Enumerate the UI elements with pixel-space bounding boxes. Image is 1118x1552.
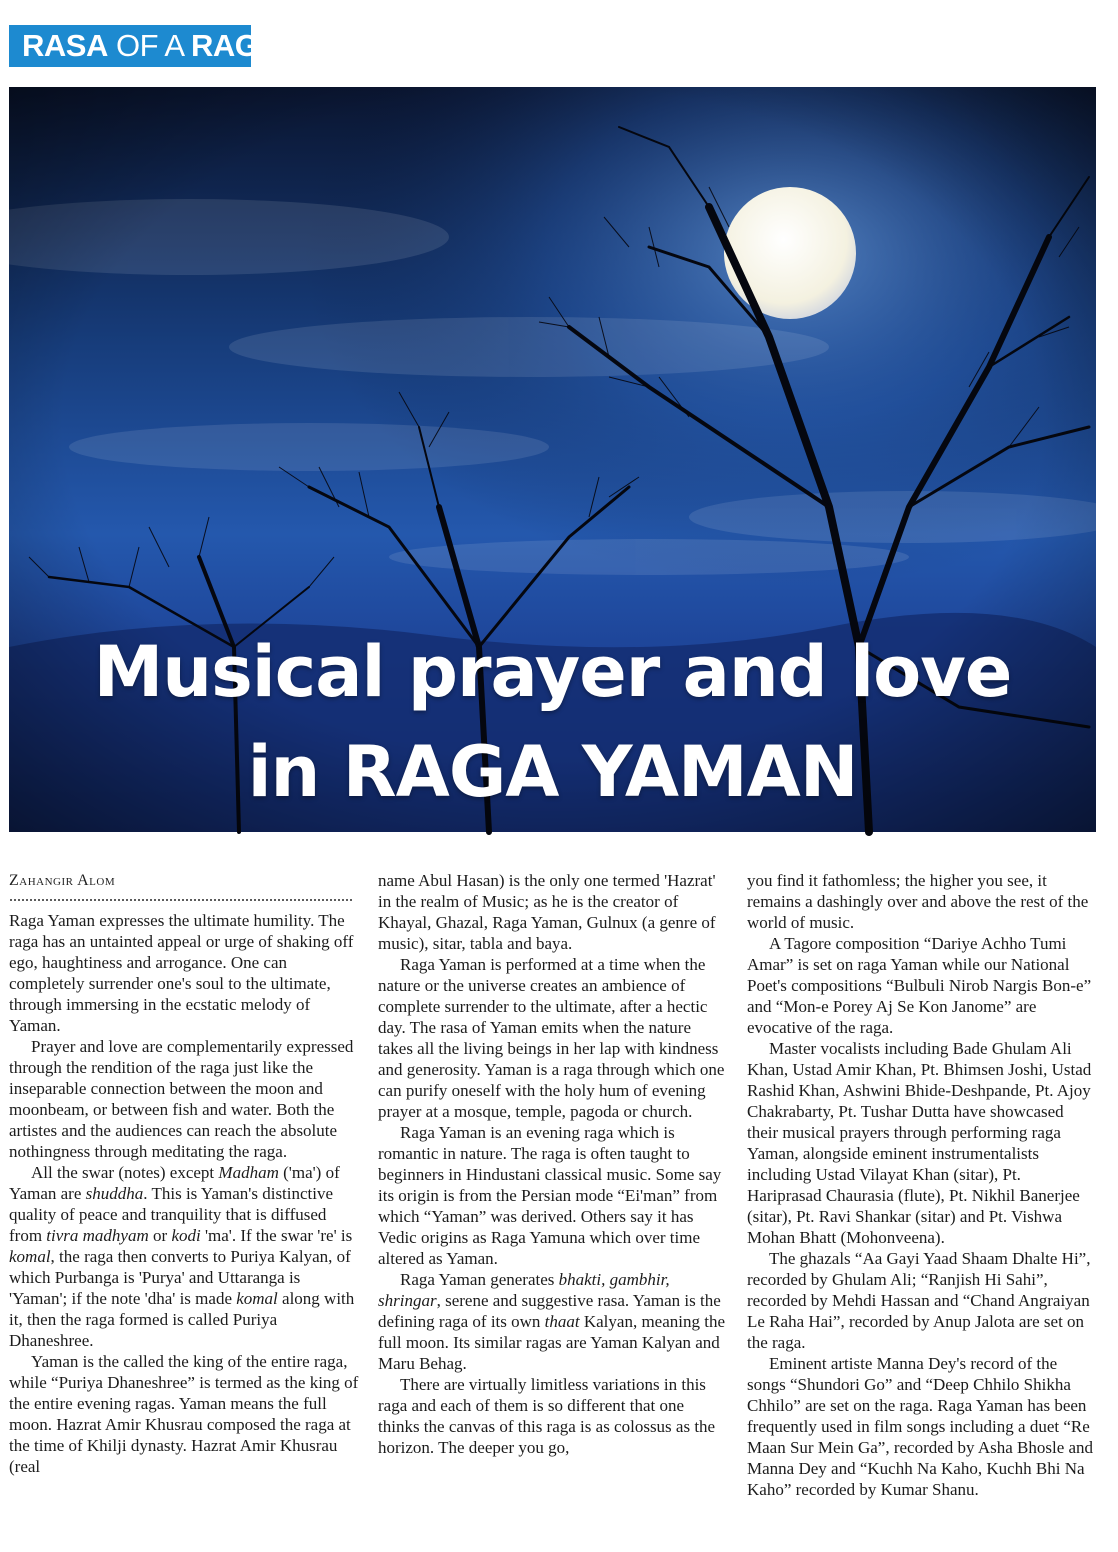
article-column-1 — [9, 868, 359, 1548]
paragraph: Eminent artiste Manna Dey's record of the songs “Shundori Go” and “Deep Chhilo Shikha Chhilo” are set on the raga. Raga Yaman has been frequently used in film songs including a duet “Re Maan Sur Mein Ga”, recorded by Asha Bhosle and Manna Dey and “Kuchh Na Kaho, Kuchh Bhi Na Kaho” recorded by Kumar Shanu. — [747, 1354, 1094, 1499]
hero-image — [9, 87, 1096, 832]
section-tag-rasa: RASA — [22, 28, 108, 63]
paragraph: Yaman is the called the king of the entire raga, while “Puriya Dhaneshree” is termed as the king of the entire evening ragas. Yaman means the full moon. Hazrat Amir Khusrau composed the raga at the time of Khilji dynasty. Hazrat Amir Khusrau (real — [9, 1352, 359, 1476]
section-tag — [9, 25, 281, 67]
article-column-3 — [747, 870, 1099, 1550]
paragraph: Raga Yaman expresses the ultimate humility. The raga has an untainted appeal or urge of shaking off ego, haughtiness and arrogance. One can completely surrender one's soul to the ultimate, through immersing in the ecstatic melody of Yaman. — [9, 911, 354, 1035]
headline-line-2: in RAGA YAMAN — [247, 731, 858, 813]
section-tag-raga: RAGA — [191, 28, 281, 63]
headline — [9, 622, 1096, 822]
paragraph: Raga Yaman generates bhakti, gambhir, shringar, serene and suggestive rasa. Yaman is the defining raga of its own thaat Kalyan, meaning the full moon. Its similar ragas are Yaman Kalyan and Maru Behag. — [378, 1270, 726, 1373]
paragraph: name Abul Hasan) is the only one termed 'Hazrat' in the realm of Music; as he is the creator of Khayal, Ghazal, Raga Yaman, Gulnux (a genre of music), sitar, tabla and baya. — [378, 871, 716, 953]
paragraph: Raga Yaman is an evening raga which is romantic in nature. The raga is often taught to beginners in Hindustani classical music. Some say its origin is from the Persian mode “Ei'man” from which “Yaman” was derived. Others say it has Vedic origins as Raga Yamuna which over time altered as Yaman. — [378, 1123, 722, 1268]
article-column-2 — [378, 870, 728, 1550]
section-tag-of-a: OF A — [115, 28, 183, 63]
paragraph: The ghazals “Aa Gayi Yaad Shaam Dhalte Hi”, recorded by Ghulam Ali; “Ranjish Hi Sahi”, recorded by Mehdi Hassan and “Chand Angraiyan Le Raha Hai”, recorded by Anup Jalota are set on the raga. — [747, 1249, 1091, 1352]
headline-line-1: Musical prayer and love — [93, 631, 1012, 713]
paragraph: Raga Yaman is performed at a time when the nature or the universe creates an ambience of complete surrender to the ultimate, after a hectic day. The rasa of Yaman emits when the nature takes all the living beings in her lap with kindness and generosity. Yaman is a raga through which one can purify oneself with the holy hum of evening prayer at a mosque, temple, pagoda or church. — [378, 955, 725, 1121]
paragraph: A Tagore composition “Dariye Achho Tumi Amar” is set on raga Yaman while our National Poet's compositions “Bulbuli Nirob Nargis Bon-e” and “Mon-e Porey Aj Se Kon Janome” are evocative of the raga. — [747, 934, 1092, 1037]
author-byline: Zahangir Alom — [9, 872, 116, 889]
paragraph: All the swar (notes) except Madham ('ma') of Yaman are shuddha. This is Yaman's distinctive quality of peace and tranquility that is diffused from tivra madhyam or kodi 'ma'. If the swar 're' is komal, the raga then converts to Puriya Kalyan, of which Purbanga is 'Purya' and Uttaranga is 'Yaman'; if the note 'dha' is made komal along with it, then the raga formed is called Puriya Dhaneshree. — [9, 1163, 355, 1350]
paragraph: you find it fathomless; the higher you see, it remains a dashingly over and above the rest of the world of music. — [747, 871, 1089, 932]
byline-divider — [9, 898, 354, 902]
paragraph: There are virtually limitless variations in this raga and each of them is so different that one thinks the canvas of this raga is as colossus as the horizon. The deeper you go, — [378, 1375, 716, 1457]
paragraph: Master vocalists including Bade Ghulam Ali Khan, Ustad Amir Khan, Pt. Bhimsen Joshi, Ustad Rashid Khan, Ashwini Bhide-Deshpande, Pt. Ajoy Chakrabarty, Pt. Tushar Dutta have showcased their musical prayers through performing raga Yaman, alongside eminent instrumentalists including Ustad Vilayat Khan (sitar), Pt. Hariprasad Chaurasia (flute), Pt. Nikhil Banerjee (sitar), Pt. Ravi Shankar (sitar) and Pt. Vishwa Mohan Bhatt (Mohonveena). — [747, 1039, 1092, 1247]
paragraph: Prayer and love are complementarily expressed through the rendition of the raga just like the inseparable connection between the moon and moonbeam, or between fish and water. Both the artistes and the audiences can reach the absolute nothingness through meditating the raga. — [9, 1037, 354, 1161]
